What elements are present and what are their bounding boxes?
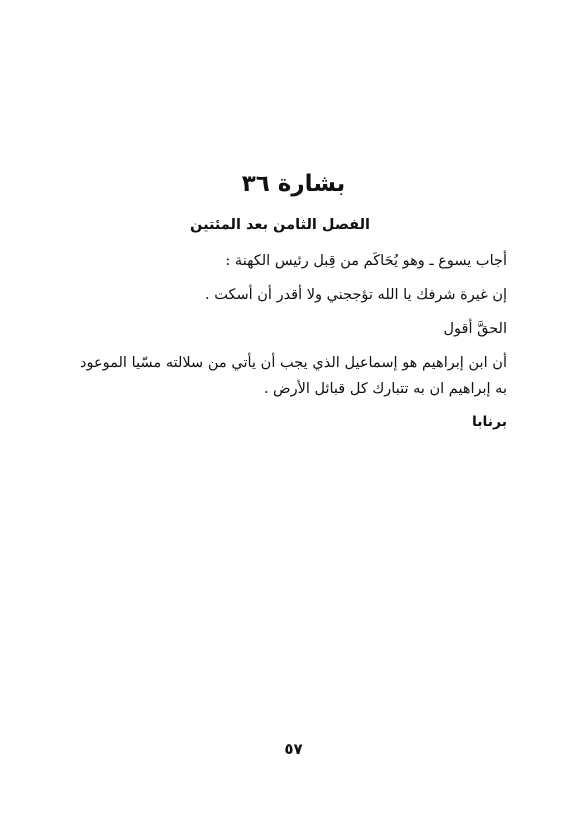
paragraph-1: أجاب يسوع ـ وهو يُحَاكَم من قِبل رئيس الكهنة : <box>225 253 507 269</box>
paragraph-4: أن ابن إبراهيم هو إسماعيل الذي يجب أن يأتي من سلالته مسّيا الموعود به إبراهيم ان به تتبارك كل قبائل الأرض . <box>80 355 507 397</box>
signature: برنابا <box>472 414 507 430</box>
paragraph-2: إن غيرة شرفك يا الله تؤججني ولا أقدر أن أسكت . <box>205 287 507 303</box>
chapter-subtitle: الفصل الثامن بعد المئتين <box>190 217 370 233</box>
page-title: بشارة ٣٦ <box>241 171 346 197</box>
page-number: ٥٧ <box>284 740 303 758</box>
paragraph-3: الحقَّ أقول <box>443 321 507 337</box>
